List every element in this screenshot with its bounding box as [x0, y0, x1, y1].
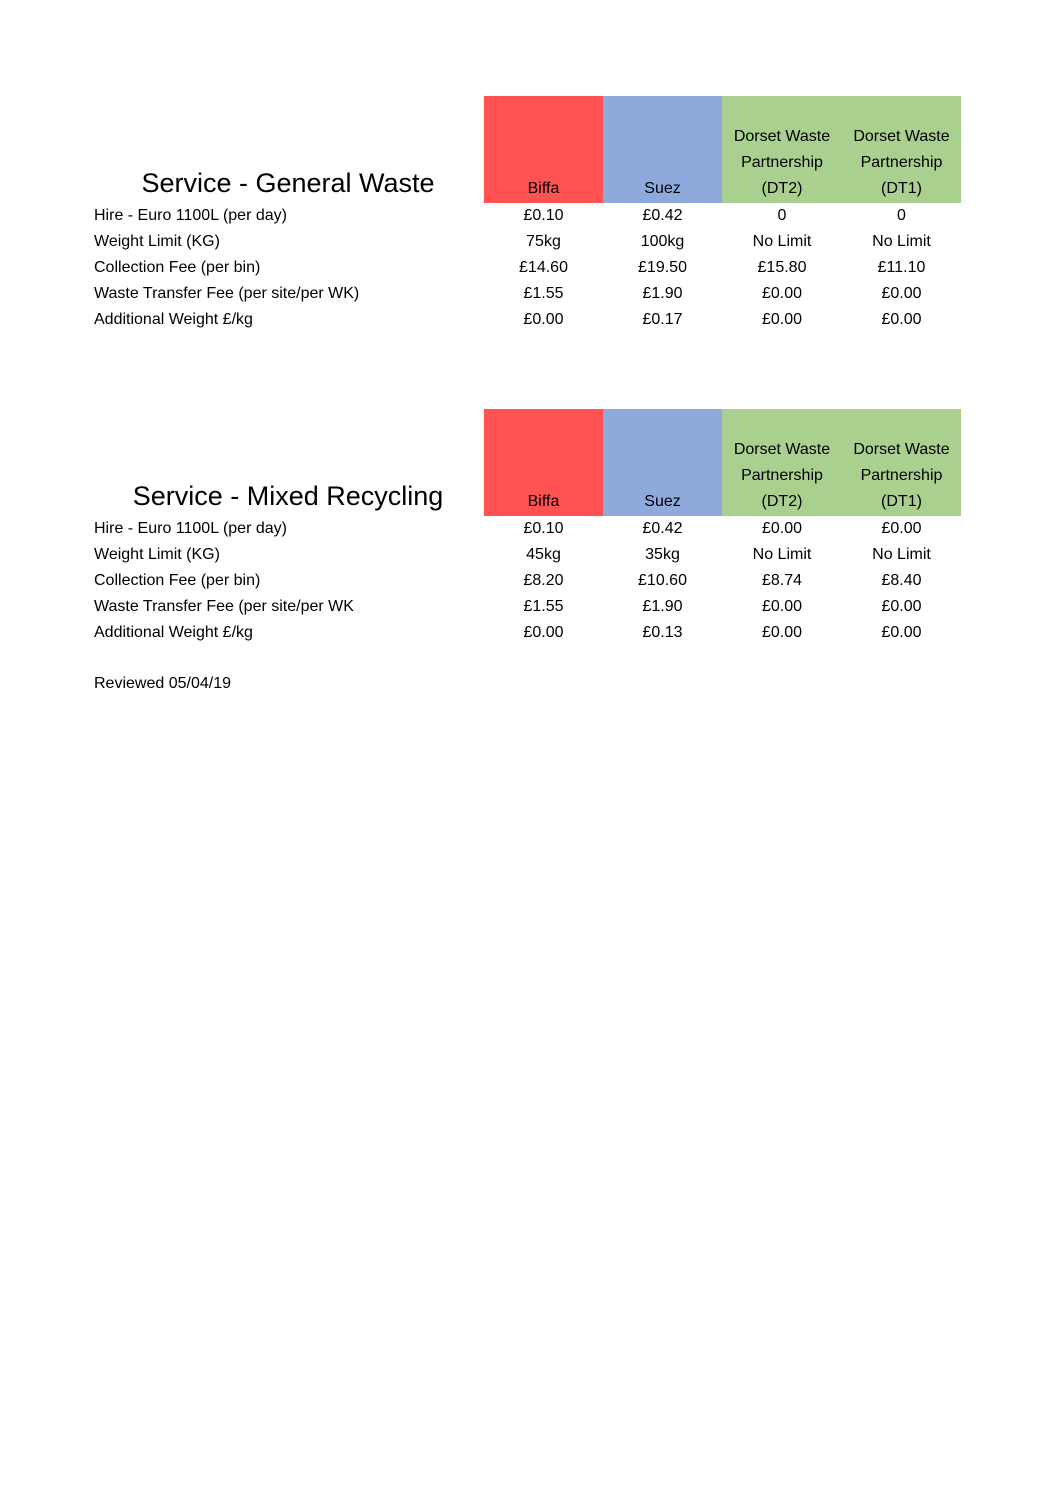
table-row: [0, 307, 1058, 333]
table-cell: £0.00: [761, 520, 803, 537]
row-label: Additional Weight £/kg: [94, 624, 253, 641]
table-cell: £0.17: [642, 311, 683, 328]
table-cell: £0.13: [642, 624, 683, 641]
table-row: [0, 203, 1058, 229]
header-dwp-dt2: [722, 96, 842, 203]
table-cell: £10.60: [638, 572, 687, 589]
general-waste-rows: [0, 203, 1058, 333]
table-cell: No Limit: [752, 546, 812, 563]
general-waste-header-row: [0, 96, 1058, 203]
table-cell: No Limit: [872, 233, 931, 250]
header-dwp-dt2: [722, 409, 842, 516]
table-cell: £1.55: [523, 598, 564, 615]
table-cell: 45kg: [526, 546, 561, 563]
table-row: [0, 542, 1058, 568]
header-suez-label: Suez: [644, 493, 681, 510]
mixed-recycling-rows: [0, 516, 1058, 646]
table-cell: £1.90: [642, 285, 683, 302]
table-cell: No Limit: [872, 546, 931, 563]
table-cell: £0.00: [881, 285, 922, 302]
table-cell: £0.10: [523, 520, 564, 537]
table-cell: 100kg: [640, 233, 685, 250]
header-dwp-dt1: [842, 409, 961, 516]
mixed-recycling-header-row: [0, 409, 1058, 516]
header-biffa: [484, 96, 603, 203]
table-cell: £0.00: [523, 624, 564, 641]
table-cell: £0.00: [881, 624, 922, 641]
row-label: Waste Transfer Fee (per site/per WK): [94, 285, 360, 302]
table-row: [0, 568, 1058, 594]
table-cell: £19.50: [638, 259, 687, 276]
table-cell: £8.74: [761, 572, 803, 589]
table-cell: £1.55: [523, 285, 564, 302]
table-cell: 0: [897, 207, 906, 224]
table-cell: £0.00: [761, 285, 803, 302]
header-suez: [603, 96, 722, 203]
table-cell: £0.00: [523, 311, 564, 328]
table-row: [0, 255, 1058, 281]
row-label: Waste Transfer Fee (per site/per WK: [94, 598, 354, 615]
header-dwp-dt1: [842, 96, 961, 203]
row-label: Hire - Euro 1100L (per day): [94, 520, 287, 537]
table-cell: £1.90: [642, 598, 683, 615]
row-label: Additional Weight £/kg: [94, 311, 253, 328]
header-dwp-dt1-label: Dorset Waste Partnership (DT1): [853, 128, 950, 197]
table-cell: £14.60: [519, 259, 568, 276]
mixed-recycling-title: Service - Mixed Recycling: [132, 481, 444, 511]
table-cell: £0.42: [642, 520, 683, 537]
table-row: [0, 594, 1058, 620]
table-cell: £0.00: [881, 520, 922, 537]
general-waste-title: Service - General Waste: [141, 168, 435, 198]
table-cell: £8.40: [881, 572, 922, 589]
header-biffa-label: Biffa: [527, 493, 560, 510]
row-label: Collection Fee (per bin): [94, 259, 261, 276]
header-dwp-dt1-label: Dorset Waste Partnership (DT1): [853, 441, 950, 510]
table-cell: £0.00: [761, 624, 803, 641]
table-row: [0, 620, 1058, 646]
header-dwp-dt2-label: Dorset Waste Partnership (DT2): [733, 441, 831, 510]
table-cell: £8.20: [523, 572, 564, 589]
table-cell: 75kg: [526, 233, 561, 250]
table-cell: £15.80: [757, 259, 807, 276]
table-cell: 0: [777, 207, 787, 224]
table-row: [0, 516, 1058, 542]
header-suez: [603, 409, 722, 516]
header-dwp-dt2-label: Dorset Waste Partnership (DT2): [733, 128, 831, 197]
row-label: Weight Limit (KG): [94, 546, 220, 563]
table-row: [0, 229, 1058, 255]
table-cell: £0.10: [523, 207, 564, 224]
table-cell: £11.10: [877, 259, 926, 276]
header-biffa: [484, 409, 603, 516]
table-cell: No Limit: [752, 233, 812, 250]
general-waste-section: [0, 96, 1058, 333]
header-biffa-label: Biffa: [527, 180, 560, 197]
table-cell: £0.42: [642, 207, 683, 224]
row-label: Collection Fee (per bin): [94, 572, 261, 589]
table-cell: £0.00: [881, 598, 922, 615]
table-row: [0, 281, 1058, 307]
reviewed-date: Reviewed 05/04/19: [94, 675, 231, 692]
header-suez-label: Suez: [644, 180, 681, 197]
table-cell: £0.00: [881, 311, 922, 328]
table-cell: 35kg: [645, 546, 680, 563]
mixed-recycling-section: [0, 409, 1058, 646]
table-cell: £0.00: [761, 311, 803, 328]
row-label: Hire - Euro 1100L (per day): [94, 207, 287, 224]
row-label: Weight Limit (KG): [94, 233, 220, 250]
table-cell: £0.00: [761, 598, 803, 615]
